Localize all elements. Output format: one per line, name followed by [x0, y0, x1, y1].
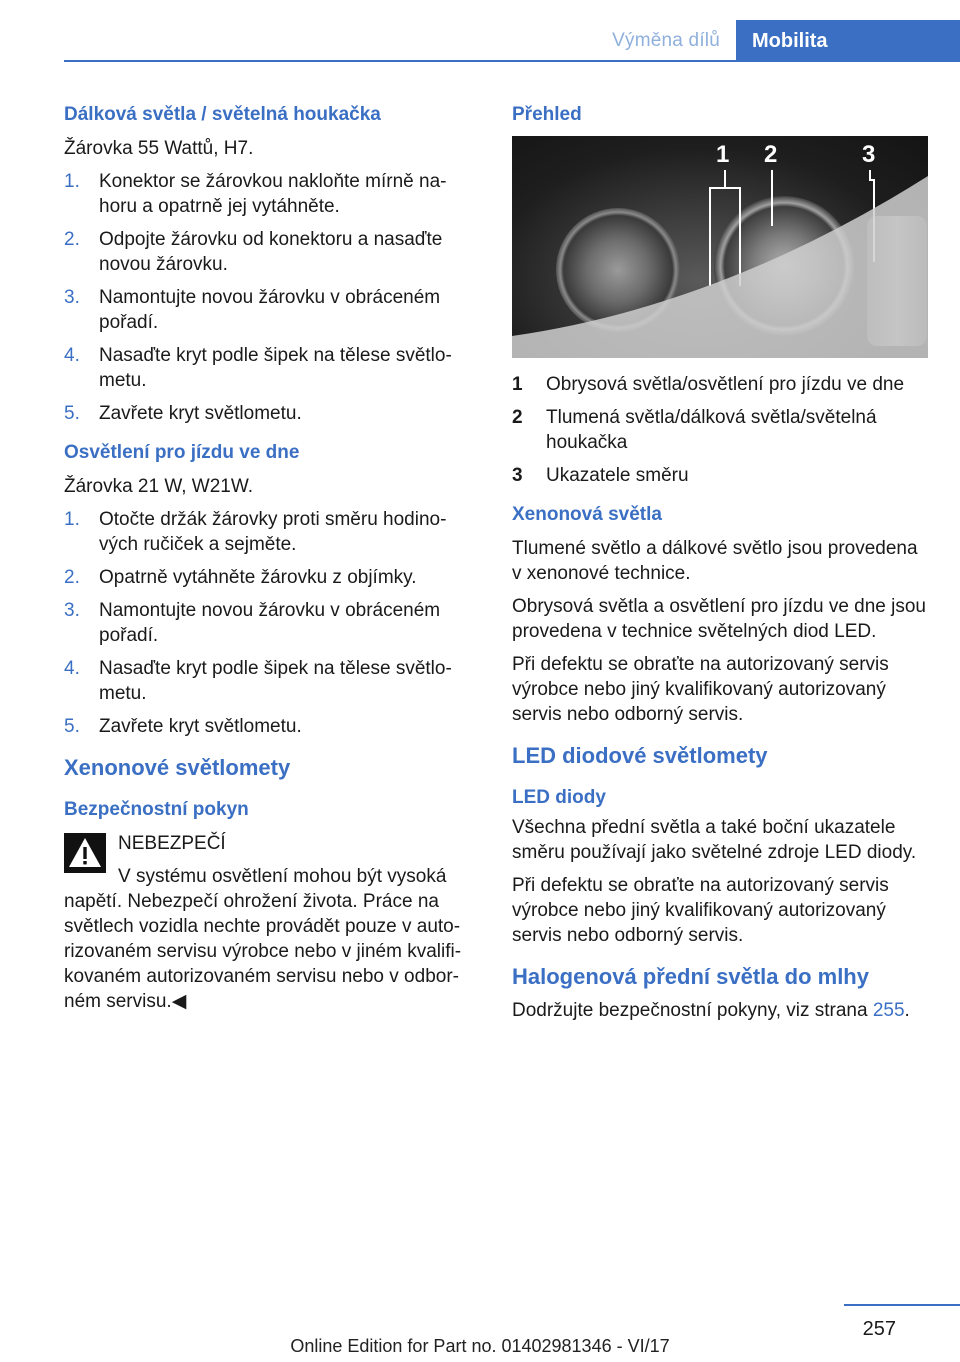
- list-item: 5. Zavřete kryt světlometu.: [64, 716, 302, 737]
- edition-footer: Online Edition for Part no. 01402981346 - VI/17: [290, 1336, 670, 1356]
- heading-led-diodes: LED diody: [512, 787, 606, 808]
- warning-title: NEBEZPEČÍ: [118, 833, 226, 854]
- list-item: 2. Odpojte žárovku od konektoru a nasaďte novou žárovku.: [64, 229, 443, 275]
- heading-safety-note: Bezpečnostní pokyn: [64, 799, 249, 820]
- right-column: [512, 102, 932, 1031]
- legend-item: 1 Obrysová světla/osvětlení pro jízdu ve dne: [512, 374, 905, 395]
- headlight-photo: [512, 136, 928, 358]
- bulb-spec-daytime: Žárovka 21 W, W21W.: [64, 476, 253, 497]
- heading-fog-lights: Halogenová přední světla do mlhy: [512, 964, 869, 989]
- list-item: 5. Zavřete kryt světlometu.: [64, 403, 302, 424]
- legend-item: 2 Tlumená světla/dálková světla/světelná houkačka: [512, 407, 877, 453]
- paragraph: Při defektu se obraťte na autorizovaný servis výrobce nebo jiný kvalifikovaný autorizovaný servis nebo odborný servis.: [512, 654, 889, 725]
- list-item: 3. Namontujte novou žárovku v obráceném pořadí.: [64, 600, 441, 646]
- page-number: 257: [862, 1318, 896, 1340]
- footer-rule: [844, 1304, 960, 1306]
- photo-legend: [512, 372, 932, 488]
- warning-text: V systému osvětlení mohou být vysoká napětí. Nebezpečí ohrožení života. Práce na světlech vozidla nechte provádět pouze v autorizovaném servisu výrobce nebo v jiném kvalifikovaném autorizovaném servisu nebo v odborném servisu.◀: [64, 866, 462, 1012]
- paragraph: Všechna přední světla a také boční ukazatele směru používají jako světelné zdroje LED diody.: [512, 817, 917, 863]
- heading-daytime-lights: Osvětlení pro jízdu ve dne: [64, 442, 300, 463]
- steps-daytime: [64, 507, 476, 739]
- paragraph: Obrysová světla a osvětlení pro jízdu ve dne jsou provedena v technice světelných diod LED.: [512, 596, 927, 642]
- list-item: 4. Nasaďte kryt podle šipek na tělese světlometu.: [64, 345, 452, 391]
- bulb-spec-high-beam: Žárovka 55 Wattů, H7.: [64, 138, 254, 159]
- callout-lines: [512, 136, 928, 358]
- paragraph-fog: Dodržujte bezpečnostní pokyny, viz strana 255.: [512, 1000, 910, 1021]
- list-item: 1. Otočte držák žárovky proti směru hodinových ručiček a sejměte.: [64, 509, 447, 555]
- steps-high-beam: [64, 169, 476, 426]
- heading-xenon-lights: Xenonová světla: [512, 504, 662, 525]
- warning-triangle-icon: [64, 833, 106, 873]
- paragraph: Tlumené světlo a dálkové světlo jsou provedena v xenonové technice.: [512, 538, 918, 584]
- heading-led-headlights: LED diodové světlomety: [512, 743, 768, 768]
- list-item: 3. Namontujte novou žárovku v obráceném pořadí.: [64, 287, 441, 333]
- callout-3: 3: [862, 141, 876, 168]
- heading-high-beam: Dálková světla / světelná houkačka: [64, 104, 381, 125]
- legend-item: 3 Ukazatele směru: [512, 465, 689, 486]
- list-item: 1. Konektor se žárovkou nakloňte mírně nahoru a opatrně jej vytáhněte.: [64, 171, 447, 217]
- header-section-title: Výměna dílů: [612, 30, 720, 51]
- header-chapter-tab: Mobilita: [736, 20, 960, 60]
- callout-1: 1: [716, 141, 730, 168]
- list-item: 4. Nasaďte kryt podle šipek na tělese světlometu.: [64, 658, 452, 704]
- callout-2: 2: [764, 141, 778, 168]
- list-item: 2. Opatrně vytáhněte žárovku z objímky.: [64, 567, 417, 588]
- heading-xenon-headlights: Xenonové světlomety: [64, 755, 291, 780]
- left-column: [64, 102, 476, 1014]
- header-rule: [64, 60, 960, 62]
- heading-overview: Přehled: [512, 104, 582, 125]
- danger-warning: [64, 831, 476, 1014]
- page-reference-link[interactable]: 255: [872, 1000, 905, 1021]
- paragraph: Při defektu se obraťte na autorizovaný servis výrobce nebo jiný kvalifikovaný autorizovaný servis nebo odborný servis.: [512, 875, 889, 946]
